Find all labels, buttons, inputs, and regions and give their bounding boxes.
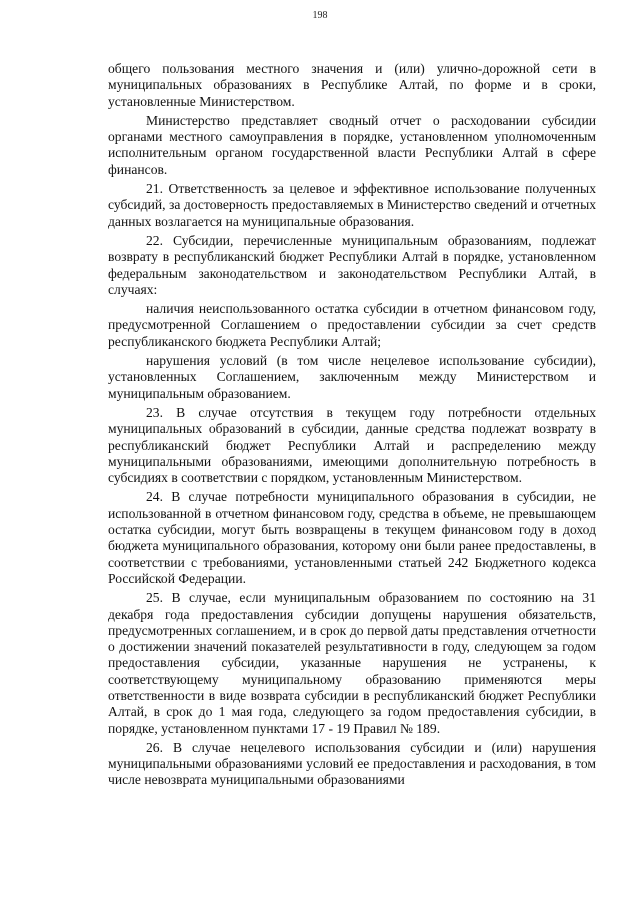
paragraph-25: 25. В случае, если муниципальным образованием по состоянию на 31 декабря года предоставления субсидии допущены нарушения обязательств, предусмотренных соглашением, и в срок до первой даты представления отчетности о достижении значений показателей результативности в году, следующем за годом предоставления субсидии, указанные нарушения не устранены, к соответствующему муниципальному образованию применяются меры ответственности в виде возврата субсидии в республиканский бюджет Республики Алтай, в срок до 1 мая года, следующего за годом предоставления субсидии, в порядке, установленном пунктами 17 - 19 Правил № 189. <box>108 590 596 736</box>
paragraph-continuation: общего пользования местного значения и (или) улично-дорожной сети в муниципальных образованиях в Республике Алтай, по форме и в сроки, установленные Министерством. <box>108 61 596 109</box>
paragraph-21: 21. Ответственность за целевое и эффективное использование полученных субсидий, за достоверность предоставляемых в Министерство сведений и отчетных данных возлагается на муниципальные образования. <box>108 181 596 229</box>
paragraph-23: 23. В случае отсутствия в текущем году потребности отдельных муниципальных образований в субсидии, данные средства подлежат возврату в республиканский бюджет Республики Алтай и распределению между муниципальными образованиями, имеющими дополнительную потребность в субсидиях в соответствии с порядком, установленным Министерством. <box>108 404 596 486</box>
paragraph-22: 22. Субсидии, перечисленные муниципальным образованиям, подлежат возврату в республиканский бюджет Республики Алтай в порядке, установленном федеральным законодательством и законодательством Республики Алтай, в случаях: <box>108 232 596 297</box>
paragraph-24: 24. В случае потребности муниципального образования в субсидии, не использованной в отчетном финансовом году, средства в объеме, не превышающем остатка субсидии, могут быть возвращены в текущем финансовом году в доход бюджета муниципального образования, которому они были ранее предоставлены, в соответствии с требованиями, установленными статьей 242 Бюджетного кодекса Российской Федерации. <box>108 489 596 586</box>
paragraph-26: 26. В случае нецелевого использования субсидии и (или) нарушения муниципальными образованиями условий ее предоставления и расходования, в том числе невозврата муниципальными образованиями <box>108 739 596 788</box>
document-body <box>108 61 596 792</box>
paragraph-22-case-remainder: наличия неиспользованного остатка субсидии в отчетном финансовом году, предусмотренной Соглашением о предоставлении субсидии за счет средств республиканского бюджета Республики Алтай; <box>108 301 596 349</box>
page-number: 198 <box>312 10 328 21</box>
paragraph-22-case-violation: нарушения условий (в том числе нецелевое использование субсидии), установленных Соглашением, заключенным между Министерством и муниципальным образованием. <box>108 353 596 401</box>
paragraph-ministry-report: Министерство представляет сводный отчет о расходовании субсидии органами местного самоуправления в порядке, установленном уполномоченным исполнительным органом государственной власти Республики Алтай в сфере финансов. <box>108 112 596 177</box>
